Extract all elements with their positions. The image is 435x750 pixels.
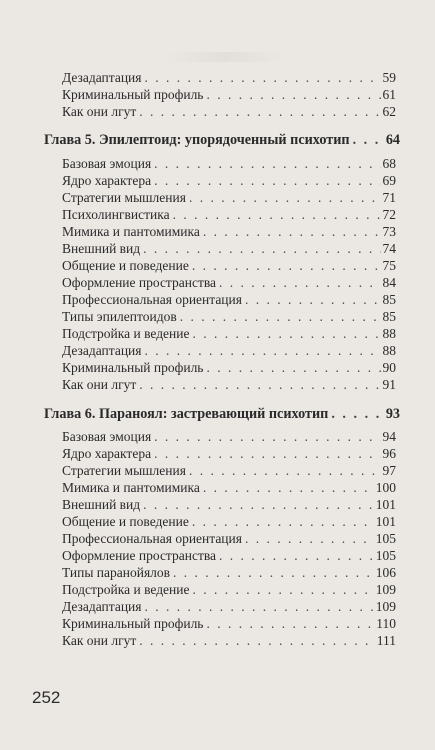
dot-leader: [154, 155, 380, 172]
dot-leader: [203, 479, 374, 496]
dot-leader: [331, 405, 384, 423]
toc-entry: [62, 308, 396, 325]
toc-entry-page: 94: [382, 429, 396, 444]
dot-leader: [219, 547, 374, 564]
toc-entry: [62, 359, 396, 376]
toc-entry-title: Типы эпилептоидов: [62, 309, 177, 324]
toc-entry-title: Дезадаптация: [62, 343, 142, 358]
toc-entry-page: 84: [382, 275, 396, 290]
dot-leader: [189, 462, 381, 479]
dot-leader: [154, 445, 380, 462]
toc-entry-page: 68: [382, 156, 396, 171]
dot-leader: [139, 103, 380, 120]
dot-leader: [245, 291, 381, 308]
chapter-page: 93: [385, 406, 400, 422]
toc-entry-title: Профессиональная ориентация: [62, 292, 242, 307]
toc-entry-title: Ядро характера: [62, 446, 152, 461]
dot-leader: [192, 513, 374, 530]
toc-entry-title: Стратегии мышления: [62, 463, 186, 478]
toc-entry-title: Внешний вид: [62, 497, 141, 512]
toc-entry-title: Мимика и пантомимика: [62, 224, 200, 239]
toc-entry-title: Профессиональная ориентация: [62, 531, 242, 546]
toc-entry-page: 111: [376, 633, 396, 648]
toc-entry-title: Дезадаптация: [62, 599, 142, 614]
toc-entry-title: Как они лгут: [62, 104, 137, 119]
dot-leader: [143, 496, 374, 513]
dot-leader: [154, 172, 380, 189]
toc-entry-page: 91: [382, 377, 396, 392]
toc-entry-title: Внешний вид: [62, 241, 141, 256]
toc-entry-title: Как они лгут: [62, 633, 137, 648]
toc-entry: [62, 291, 396, 308]
toc-entry-page: 61: [382, 87, 396, 102]
dot-leader: [173, 206, 381, 223]
toc-entry-title: Криминальный профиль: [62, 360, 204, 375]
toc-entry: [62, 530, 396, 547]
dot-leader: [173, 564, 374, 581]
toc-entry-page: 96: [382, 446, 396, 461]
chapter-heading: [44, 131, 400, 149]
dot-leader: [219, 274, 380, 291]
toc-entry-title: Психолингвистика: [62, 207, 170, 222]
dot-leader: [144, 598, 373, 615]
toc-entry-page: 71: [382, 190, 396, 205]
toc-entry-title: Криминальный профиль: [62, 87, 204, 102]
dot-leader: [193, 581, 374, 598]
toc-entry: [62, 462, 396, 479]
toc-entry-page: 101: [375, 497, 396, 512]
chapter-page: 64: [385, 132, 400, 148]
toc-entry: [62, 189, 396, 206]
toc-entry: [62, 172, 396, 189]
toc-entry-title: Дезадаптация: [62, 70, 142, 85]
toc-entry-page: 69: [382, 173, 396, 188]
toc-entry-page: 88: [382, 343, 396, 358]
dot-leader: [206, 86, 380, 103]
toc-entry-title: Типы паранойялов: [62, 565, 171, 580]
toc-entry: [62, 598, 396, 615]
toc-entry-page: 59: [382, 70, 396, 85]
toc-entry-title: Ядро характера: [62, 173, 152, 188]
toc-entry-title: Подстройка и ведение: [62, 326, 190, 341]
toc-entry-page: 74: [382, 241, 396, 256]
toc-entry: [62, 428, 396, 445]
toc-entry: [62, 632, 396, 649]
toc-entry-page: 105: [375, 548, 396, 563]
toc-entry-title: Подстройка и ведение: [62, 582, 190, 597]
dot-leader: [206, 359, 380, 376]
toc-entry-title: Общение и поведение: [62, 258, 189, 273]
toc-entry: [62, 513, 396, 530]
toc-entry-title: Базовая эмоция: [62, 156, 152, 171]
page-number: 252: [32, 688, 61, 707]
toc-entry: [62, 325, 396, 342]
toc-entry-page: 100: [375, 480, 396, 495]
dot-leader: [245, 530, 374, 547]
toc-entry: [62, 240, 396, 257]
toc-entry-page: 106: [375, 565, 396, 580]
toc-entry-title: Оформление пространства: [62, 548, 217, 563]
toc-entry: [62, 445, 396, 462]
toc-entry-page: 73: [382, 224, 396, 239]
toc-entry: [62, 496, 396, 513]
toc-entry-title: Оформление пространства: [62, 275, 217, 290]
toc-entry-page: 75: [382, 258, 396, 273]
toc-entry-page: 85: [382, 292, 396, 307]
toc-entry-page: 110: [376, 616, 396, 631]
dot-leader: [206, 615, 374, 632]
toc-entry: [62, 155, 396, 172]
toc-entry-page: 101: [375, 514, 396, 529]
toc-entry: [62, 274, 396, 291]
toc-entry-title: Мимика и пантомимика: [62, 480, 200, 495]
toc-entry-page: 105: [375, 531, 396, 546]
toc-entry: [62, 342, 396, 359]
toc-entry: [62, 86, 396, 103]
toc-entry: [62, 206, 396, 223]
toc-entry: [62, 69, 396, 86]
toc-entry-page: 88: [382, 326, 396, 341]
toc-entry: [62, 223, 396, 240]
toc-entry: [62, 564, 396, 581]
toc-entry: [62, 479, 396, 496]
toc-entry-title: Как они лгут: [62, 377, 137, 392]
dot-leader: [192, 257, 381, 274]
toc-entry-page: 109: [375, 599, 396, 614]
toc-entry: [62, 257, 396, 274]
dot-leader: [203, 223, 381, 240]
chapter-title: Глава 6. Параноял: застревающий психотип: [44, 406, 329, 422]
bleed-through-shadow: [165, 52, 285, 62]
toc-entry: [62, 615, 396, 632]
toc-entry: [62, 581, 396, 598]
dot-leader: [143, 240, 380, 257]
dot-leader: [144, 69, 380, 86]
toc-entry-page: 90: [382, 360, 396, 375]
toc-entry-title: Криминальный профиль: [62, 616, 204, 631]
dot-leader: [193, 325, 381, 342]
toc-entry-page: 72: [382, 207, 396, 222]
toc-entry-title: Стратегии мышления: [62, 190, 186, 205]
chapter-heading: [44, 405, 400, 423]
toc-entry: [62, 376, 396, 393]
chapter-title: Глава 5. Эпилептоид: упорядоченный психотип: [44, 132, 350, 148]
dot-leader: [180, 308, 381, 325]
dot-leader: [154, 428, 380, 445]
dot-leader: [189, 189, 381, 206]
toc-entry-page: 97: [382, 463, 396, 478]
toc-entry: [62, 103, 396, 120]
toc-entry-page: 62: [382, 104, 396, 119]
dot-leader: [139, 632, 375, 649]
toc-entry: [62, 547, 396, 564]
toc-entry-title: Общение и поведение: [62, 514, 189, 529]
toc-entry-page: 85: [382, 309, 396, 324]
toc-entry-title: Базовая эмоция: [62, 429, 152, 444]
dot-leader: [353, 131, 384, 149]
dot-leader: [144, 342, 380, 359]
toc-entry-page: 109: [375, 582, 396, 597]
dot-leader: [139, 376, 380, 393]
